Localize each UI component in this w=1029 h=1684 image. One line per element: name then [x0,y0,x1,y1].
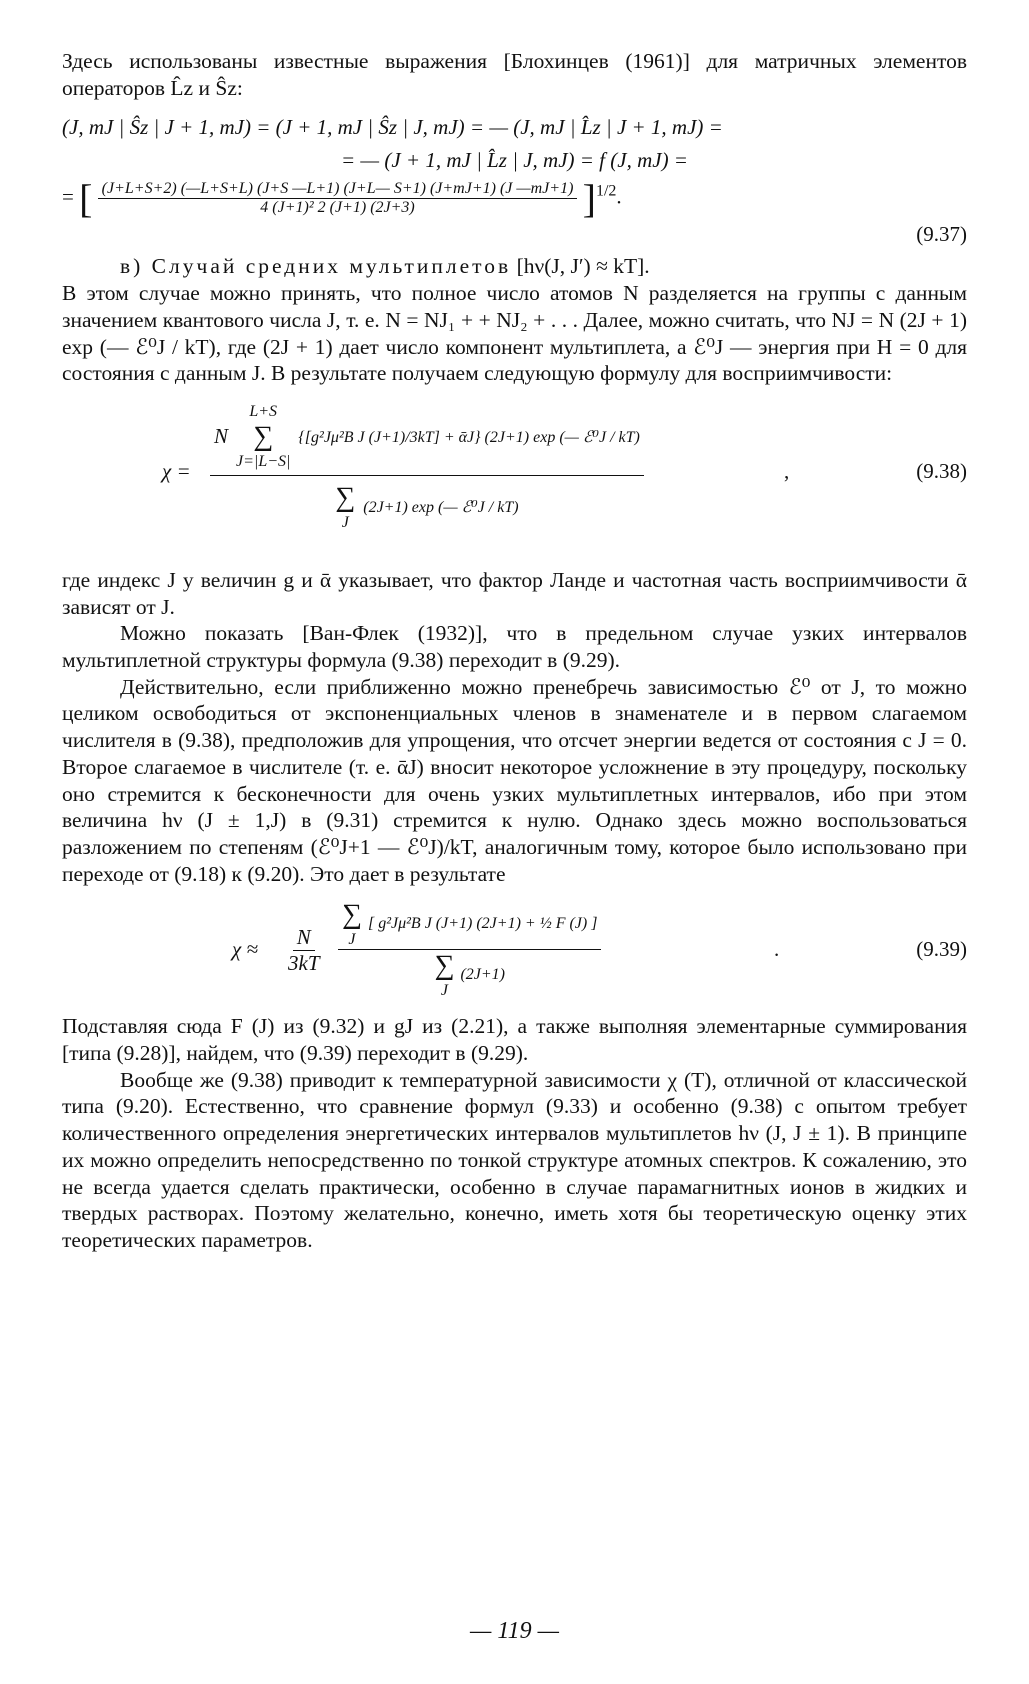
sum-lower-limit: J=|L−S| [236,452,291,470]
sum-operator [335,482,355,532]
fraction-numerator [210,403,644,476]
fraction-denominator: 4 (J+1)² 2 (J+1) (2J+3) [260,199,415,217]
fraction [98,180,578,217]
paragraph-intro: Здесь использованы известные выражения [Блохинцев (1961)] для матричных элементов операторов L̂z и Ŝz: [62,49,967,100]
page-body [62,48,967,1254]
sum-lower-limit: J [348,931,356,949]
sum-upper-limit: L+S [249,402,278,420]
sum-icon: ∑ [434,950,455,982]
prefactor-fraction [284,925,324,976]
equation-number: (9.37) [916,222,967,247]
paragraph-conclusion: Вообще же (9.38) приводит к температурной зависимости χ (T), отличной от классической типа (9.20). Естественно, что сравнение формул (9.33) и особенно (9.38) с опытом требует количественного определения энергетических интервалов мультиплетов hν (J, J ± 1). В принципе их можно определить непосредственно по тонкой структуре атомных спектров. К сожалению, это не всегда удается сделать практически, особенно в случае парамагнитных ионов в жидких и твердых растворах. Поэтому желательно, конечно, иметь хотя бы теоретическую оценку этих теоретических параметров. [62,1067,967,1252]
sum-icon: ∑ [342,899,362,931]
equation-tail: , [784,458,790,483]
equation-lhs: χ ≈ [232,937,259,962]
sum-operator [236,403,290,471]
page-number: — 119 — [470,1618,559,1644]
equation-lhs: χ = [162,458,191,483]
sum-lower-limit: J [341,513,349,531]
denominator-body: (2J+1) [460,966,505,984]
left-bracket: [ [79,176,93,222]
fraction-numerator: (J+L+S+2) (—L+S+L) (J+S —L+1) (J+L— S+1) (J+mJ+1) (J —mJ+1) [98,180,578,199]
equation-number: (9.38) [916,458,967,483]
equation-9-39 [62,897,967,1007]
numerator-N: N [214,424,229,449]
equation-lead: = [62,184,74,209]
paragraph-indeed: Действительно, если приближенно можно пренебречь зависимостью ℰ⁰ от J, то можно целиком освободиться от экспоненциальных членов в знаменателе и в первом слагаемом числителя в (9.38), предположив для упрощения, что отсчет энергии ведется от состояния с J = 0. Второе слагаемое в числителе (т. е. ᾱJ) вносит некоторое усложнение в эту процедуру, поскольку оно стремится к бесконечности для очень узких мультиплетных интервалов, ибо при этом величина hν (J ± 1,J) в (9.31) стремится к нулю. Однако здесь можно воспользоваться разложением по степеням (ℰ⁰J+1 — ℰ⁰J)/kT, аналогичным тому, которое было использовано при переходе от (9.18) к (9.20). Это дает в результате [62,674,967,886]
sum-operator [434,950,454,1000]
equation-tail: . [774,937,780,962]
sum-icon: ∑ [253,420,274,452]
equation-line-3: = [ $\frac{(J+L+S+2) (—L+S+L) (J+S —L+1) (J+L— S+1) (J+mJ+1) (J —mJ+1)}{\text{4 (J+1)² 2 (J+1) (2J+3)}}$ ]$^{1/2}$. [62,176,622,222]
section-heading-tail: [hν(J, J′) ≈ kT]. [516,254,650,279]
sum-icon: ∑ [335,481,356,513]
section-heading-text: в) Случай средних мультиплетов [120,254,512,279]
equation-9-37 [62,115,967,247]
fraction [210,403,644,532]
sum-operator [342,899,362,949]
denominator-body: (2J+1) exp (— ℰ⁰J / kT) [363,498,519,516]
equation-9-38 [62,397,967,557]
equation-line-2: = — (J + 1, mJ | L̂z | J, mJ) = f (J, mJ) = [341,148,688,173]
sum-lower-limit: J [440,982,448,1000]
equation-power: 1/2 [595,182,617,200]
paragraph-index-note: где индекс J у величин g и ᾱ указывает, что фактор Ланде и частотная часть восприимчивости ᾱ зависят от J. [62,567,967,619]
paragraph-substitution: Подставляя сюда F (J) из (9.32) и gJ из (2.21), а также выполняя элементарные суммирования [типа (9.28)], найдем, что (9.39) переходит в (9.29). [62,1014,967,1066]
numerator-body: {[g²Jμ²B J (J+1)/3kT] + ᾱJ} (2J+1) exp (— ℰ⁰J / kT) [298,428,640,446]
paragraph-medium-multiplets: В этом случае можно принять, что полное число атомов N разделяется на группы с данным значением квантового числа J, т. е. N = NJ₁ + + NJ₂ + . . . Далее, можно считать, что NJ = N (2J + 1) exp (— ℰ⁰J / kT), где (2J + 1) дает число компонент мультиплета, а ℰ⁰J — энергия при H = 0 для состояния с данным J. В результате получаем следующую формулу для восприимчивости: [62,281,967,386]
prefactor-denominator: 3kT [288,951,320,976]
fraction-numerator [338,899,601,950]
fraction-denominator [430,950,509,1000]
paragraph-van-vleck: Можно показать [Ван-Флек (1932)], что в предельном случае узких интервалов мультиплетной структуры формула (9.38) переходит в (9.29). [62,621,967,673]
equation-line-1: (J, mJ | Ŝz | J + 1, mJ) = (J + 1, mJ | Ŝz | J, mJ) = — (J, mJ | L̂z | J + 1, mJ) = [62,115,723,140]
section-heading [62,253,967,280]
prefactor-numerator: N [293,925,315,951]
right-bracket: ] [582,176,596,222]
fraction [338,899,601,1000]
equation-number: (9.39) [916,937,967,962]
fraction-denominator [331,476,522,532]
numerator-body: [ g²Jμ²B J (J+1) (2J+1) + ½ F (J) ] [367,915,598,933]
